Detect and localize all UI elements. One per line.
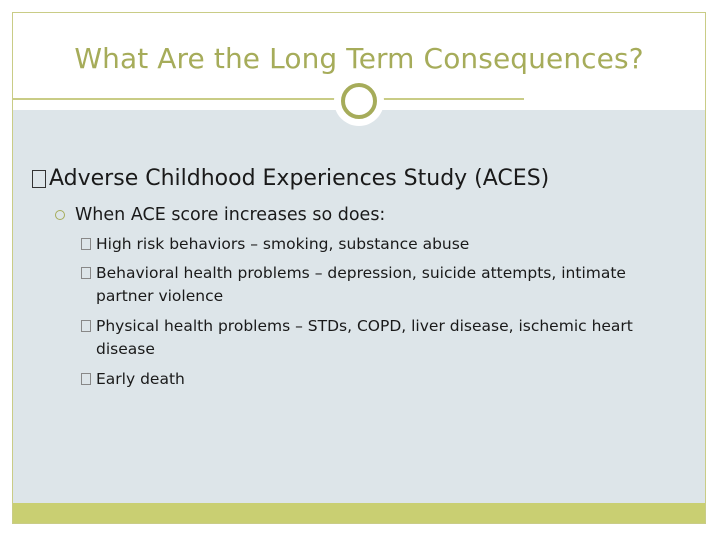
subheading-text: When ACE score increases so does: xyxy=(75,205,386,225)
circle-bullet-icon xyxy=(55,210,65,220)
subheading-bullet-item xyxy=(55,205,385,225)
list-item-continuation: disease xyxy=(96,340,155,358)
small-square-bullet-icon xyxy=(81,373,91,385)
small-square-bullet-icon xyxy=(81,267,91,279)
small-square-bullet-icon xyxy=(81,238,91,250)
ring-divider-icon xyxy=(341,83,377,119)
list-item xyxy=(81,367,671,391)
list-item xyxy=(81,232,671,256)
list-item-text: Behavioral health problems – depression, suicide attempts, intimate xyxy=(96,264,626,282)
square-bullet-icon xyxy=(32,170,46,188)
divider-line-left xyxy=(13,98,339,100)
divider-line-right xyxy=(381,98,524,100)
small-square-bullet-icon xyxy=(81,320,91,332)
footer-bar xyxy=(13,503,705,523)
list-item-text: High risk behaviors – smoking, substance abuse xyxy=(96,235,470,253)
slide-title: What Are the Long Term Consequences? xyxy=(74,42,644,75)
list-item xyxy=(81,314,671,361)
heading-bullet-item xyxy=(32,166,549,191)
list-item xyxy=(81,261,671,308)
list-item-text: Early death xyxy=(96,370,185,388)
heading-text: Adverse Childhood Experiences Study (ACES) xyxy=(49,166,550,191)
list-item-continuation: partner violence xyxy=(96,287,224,305)
list-item-text: Physical health problems – STDs, COPD, liver disease, ischemic heart xyxy=(96,317,633,335)
